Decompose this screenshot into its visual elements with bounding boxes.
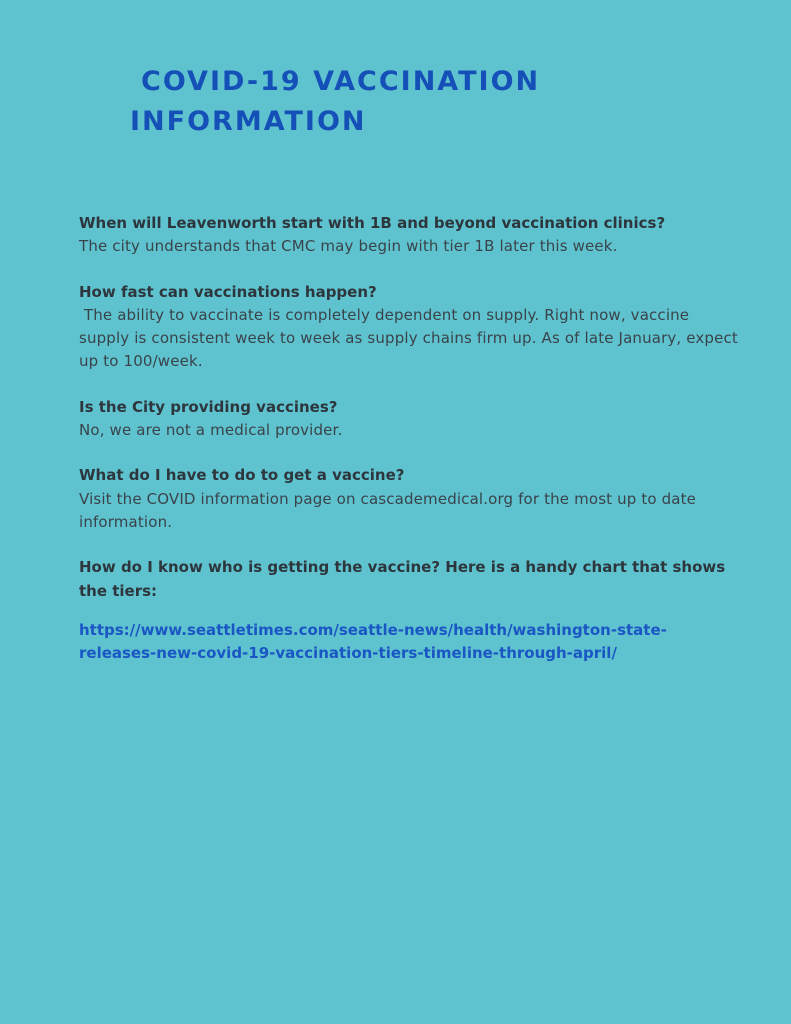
faq-question: How do I know who is getting the vaccine? Here is a handy chart that shows the tiers:	[79, 558, 726, 600]
seattle-times-tiers-link[interactable]	[79, 619, 739, 666]
faq-answer: Visit the COVID information page on cascademedical.org for the most up to date information.	[79, 489, 697, 531]
faq-item-get-vaccine	[79, 464, 739, 534]
faq-question: What do I have to do to get a vaccine?	[79, 466, 405, 485]
faq-answer: The ability to vaccinate is completely dependent on supply. Right now, vaccine supply is consistent week to week as supply chains firm up. As of late January, expect up to 100/week.	[79, 305, 743, 371]
faq-question: How fast can vaccinations happen?	[79, 282, 377, 301]
faq-item-leavenworth-start	[79, 212, 739, 259]
faq-item-who-gets	[79, 556, 739, 603]
link-line-2: releases-new-covid-19-vaccination-tiers-timeline-through-april/	[79, 644, 617, 663]
faq-item-city-providing	[79, 396, 739, 443]
faq-content	[79, 212, 743, 665]
faq-answer: No, we are not a medical provider.	[79, 421, 343, 440]
faq-item-how-fast	[79, 281, 743, 374]
faq-answer: The city understands that CMC may begin with tier 1B later this week.	[79, 237, 618, 256]
page-title-line-1: COVID-19 VACCINATION	[141, 66, 541, 97]
faq-question: When will Leavenworth start with 1B and beyond vaccination clinics?	[79, 214, 666, 232]
link-line-1: https://www.seattletimes.com/seattle-news/health/washington-state-	[79, 620, 667, 639]
page-title-line-2: INFORMATION	[130, 106, 367, 137]
faq-question: Is the City providing vaccines?	[79, 397, 338, 416]
